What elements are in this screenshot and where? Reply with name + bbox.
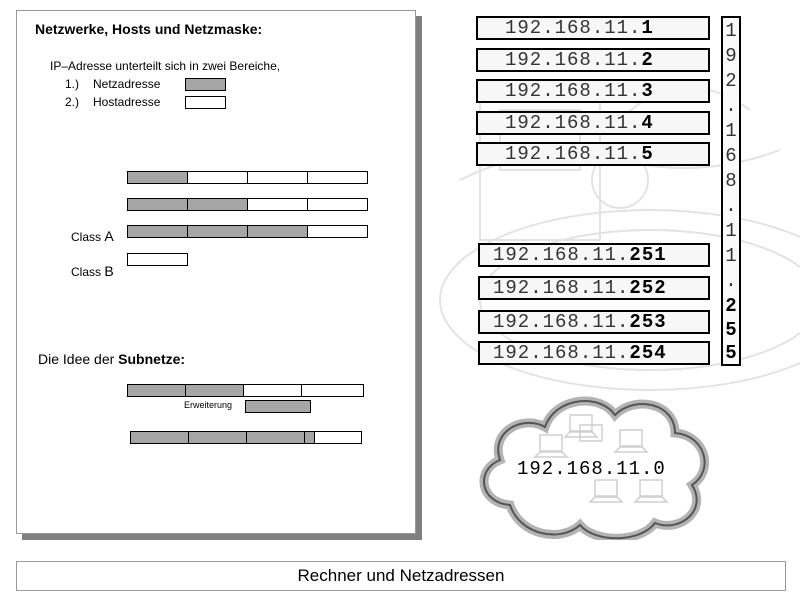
octet-4: [307, 171, 368, 184]
legend-swatch-net: [185, 78, 226, 91]
explanation-panel: [16, 10, 416, 534]
vertical-char: .: [725, 195, 737, 217]
slide-caption: Rechner und Netzadressen: [16, 561, 786, 591]
octet-2: [187, 171, 248, 184]
vertical-char: 5: [725, 319, 737, 341]
class-b-bar: [127, 253, 188, 266]
octet-1: [127, 384, 186, 397]
intro-text: IP–Adresse unterteilt sich in zwei Bereiche,: [50, 59, 281, 73]
vertical-char: .: [725, 95, 737, 117]
vertical-char: 1: [725, 220, 737, 242]
legend-label-netzadresse: Netzadresse: [93, 77, 161, 91]
ip-entry: 192.168.11.251: [478, 243, 710, 267]
octet-1: [127, 225, 188, 238]
octet-4: [307, 225, 368, 238]
class-a-label: Class A: [71, 228, 114, 244]
octet-3: [247, 225, 308, 238]
ip-entry: 192.168.11.4: [476, 111, 710, 135]
octet-3: [246, 431, 305, 444]
octet-2: [188, 431, 247, 444]
octet-3: [243, 384, 302, 397]
ip-entry: 192.168.11.252: [478, 276, 710, 300]
network-address-label: 192.168.11.0: [517, 458, 666, 480]
legend-label-hostadresse: Hostadresse: [93, 95, 161, 109]
legend-num-2: 2.): [65, 95, 80, 109]
vertical-char: 9: [725, 45, 737, 67]
ip-entry: 192.168.11.1: [476, 16, 710, 40]
octet-2: [187, 198, 248, 211]
octet-1: [127, 171, 188, 184]
octet-3: [247, 198, 308, 211]
vertical-char: 6: [725, 145, 737, 167]
octet-1: [127, 198, 188, 211]
vertical-char: 1: [725, 20, 737, 42]
vertical-network-address: [721, 16, 741, 366]
vertical-char: .: [725, 270, 737, 292]
vertical-char: 2: [725, 295, 737, 317]
vertical-char: 2: [725, 70, 737, 92]
octet-2: [185, 384, 244, 397]
legend-num-1: 1.): [65, 77, 80, 91]
ip-entry: 192.168.11.5: [476, 142, 710, 166]
octet-4: [307, 198, 368, 211]
vertical-char: 1: [725, 245, 737, 267]
octet-2: [187, 225, 248, 238]
subnet-heading: Die Idee der Subnetze:: [38, 351, 186, 367]
vertical-char: 8: [725, 170, 737, 192]
legend-swatch-host: [185, 96, 226, 109]
extension-label: Erweiterung: [184, 400, 233, 410]
vertical-char: 5: [725, 342, 737, 364]
ip-entry: 192.168.11.2: [476, 48, 710, 72]
octet-3: [247, 171, 308, 184]
panel-title: Netzwerke, Hosts und Netzmaske:: [35, 21, 263, 37]
ip-entry: 192.168.11.3: [476, 79, 710, 103]
vertical-char: 1: [725, 120, 737, 142]
octet-4-host-part: [314, 431, 362, 444]
extension-bar: [245, 400, 311, 413]
octet-1: [130, 431, 189, 444]
octet-4: [301, 384, 364, 397]
class-b-label: Class B: [71, 263, 114, 279]
ip-entry: 192.168.11.253: [478, 310, 710, 334]
ip-entry: 192.168.11.254: [478, 341, 710, 365]
